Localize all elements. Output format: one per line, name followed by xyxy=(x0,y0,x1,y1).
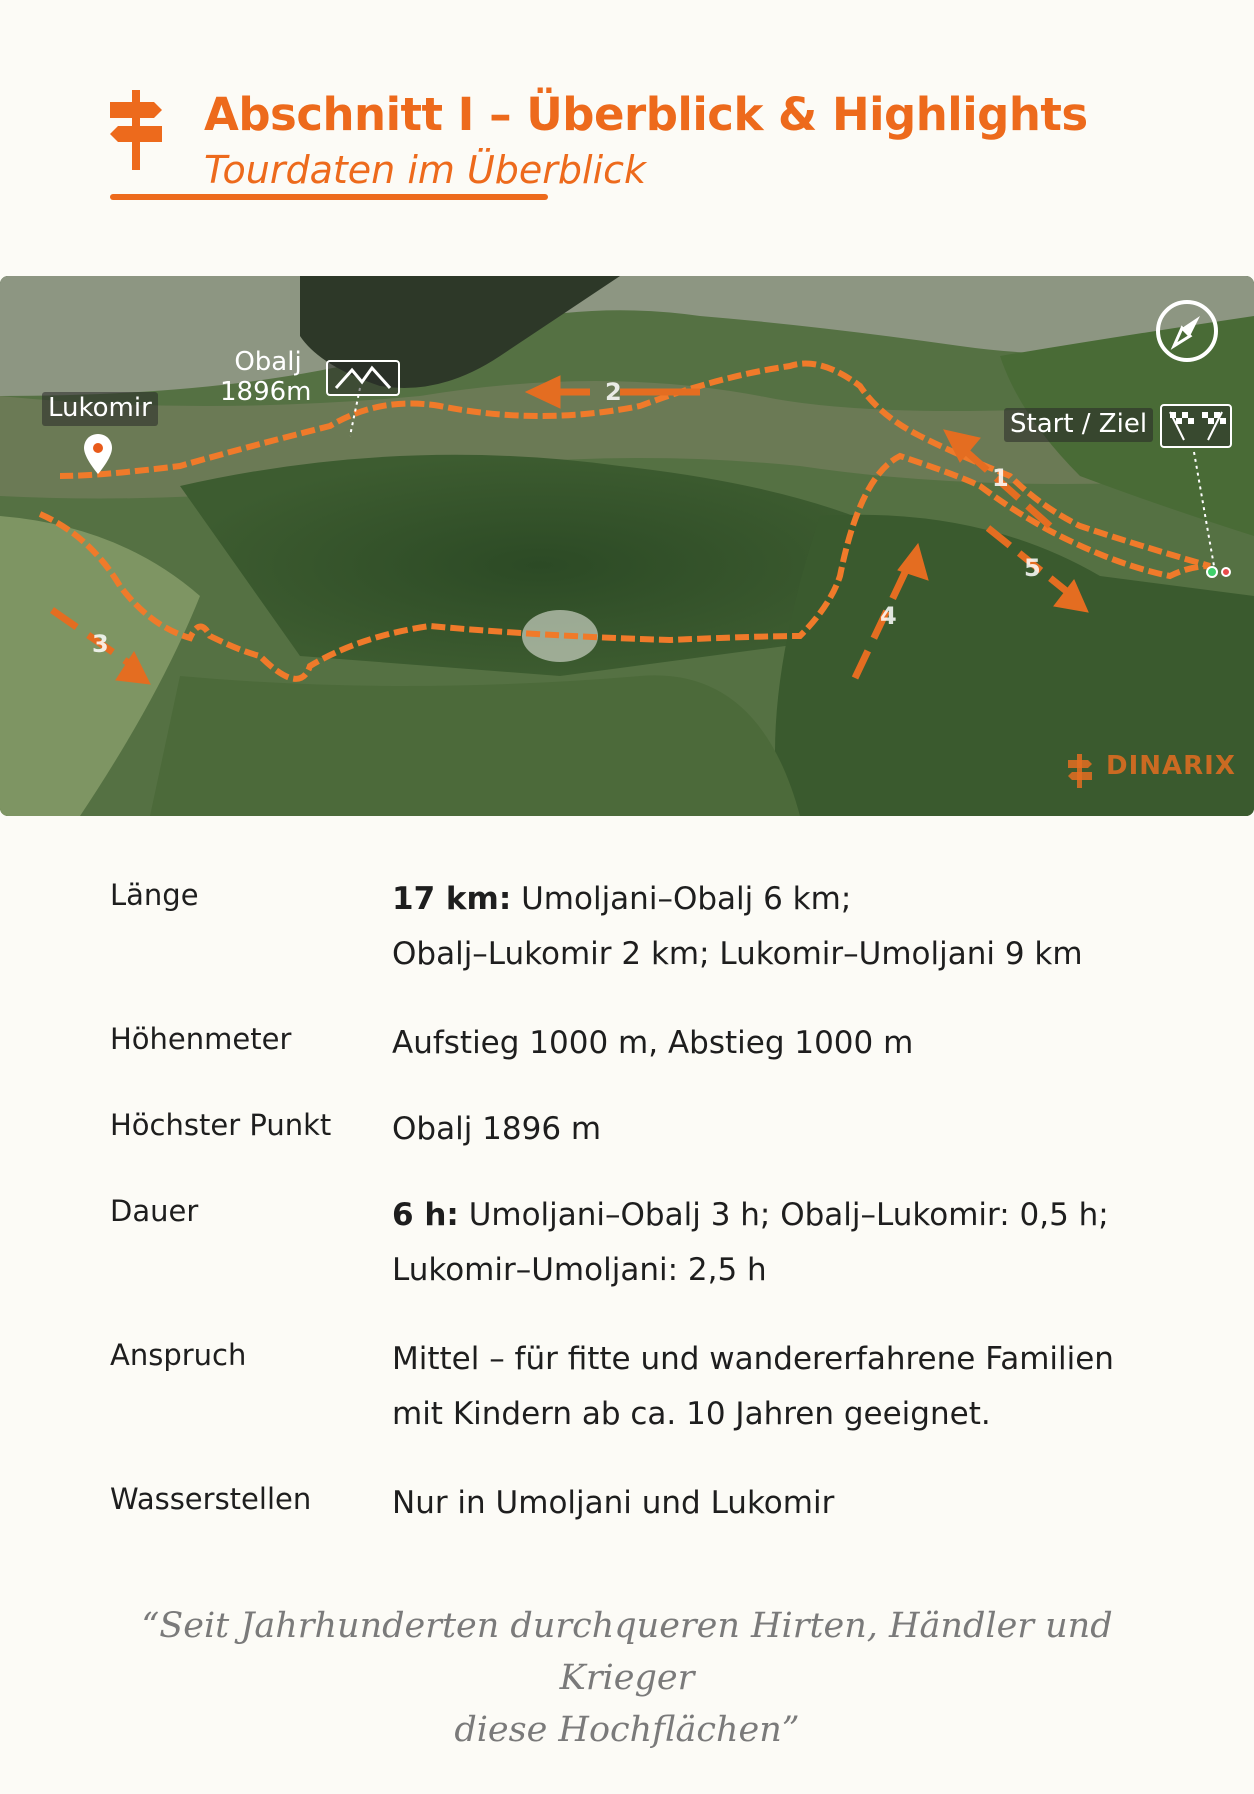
quote-line: diese Hochflächen” xyxy=(454,1710,800,1750)
route-map xyxy=(0,276,1254,816)
satellite-terrain xyxy=(0,276,1254,816)
map-label-obalj-height: 1896m xyxy=(220,377,312,407)
brand-logo-text: DINARIX xyxy=(1106,751,1236,781)
stage-number: 5 xyxy=(1024,554,1041,582)
signpost-icon xyxy=(108,90,164,170)
detail-value: Aufstieg 1000 m, Abstieg 1000 m xyxy=(392,1025,914,1061)
stage-number: 3 xyxy=(92,630,109,658)
map-label-lukomir: Lukomir xyxy=(42,392,158,426)
detail-value: Obalj 1896 m xyxy=(392,1111,602,1147)
page-header xyxy=(108,82,1168,212)
quote-line: “Seit Jahrhunderten durchqueren Hirten, Händler und Krieger xyxy=(141,1606,1113,1698)
stage-number: 2 xyxy=(605,378,622,406)
map-label-start-ziel: Start / Ziel xyxy=(1004,408,1153,442)
detail-label: Länge xyxy=(110,878,199,912)
detail-value: 6 h: Umoljani–Obalj 3 h; Obalj–Lukomir: 0,5 h; Lukomir–Umoljani: 2,5 h xyxy=(392,1197,1109,1288)
mountain-peak-icon xyxy=(326,360,400,396)
stage-number: 1 xyxy=(992,464,1009,492)
map-label-obalj: Obalj xyxy=(234,347,302,377)
closing-quote xyxy=(80,1600,1174,1756)
stage-number: 4 xyxy=(880,602,897,630)
page-title: Abschnitt I – Überblick & Highlights xyxy=(204,88,1088,141)
header-underline xyxy=(110,194,548,200)
detail-label: Höhenmeter xyxy=(110,1022,292,1056)
detail-value: Mittel – für fitte und wandererfahrene Familien mit Kindern ab ca. 10 Jahren geeignet. xyxy=(392,1341,1114,1432)
detail-value: Nur in Umoljani und Lukomir xyxy=(392,1485,835,1521)
page-subtitle: Tourdaten im Überblick xyxy=(204,148,647,192)
detail-label: Höchster Punkt xyxy=(110,1108,332,1142)
checkered-flags-icon xyxy=(1160,404,1232,448)
detail-label: Dauer xyxy=(110,1194,199,1228)
compass-icon xyxy=(1154,298,1220,364)
location-pin-icon xyxy=(82,432,114,476)
detail-label: Wasserstellen xyxy=(110,1482,312,1516)
detail-value: 17 km: Umoljani–Obalj 6 km; Obalj–Lukomir 2 km; Lukomir–Umoljani 9 km xyxy=(392,881,1083,972)
detail-label: Anspruch xyxy=(110,1338,247,1372)
brand-signpost-icon xyxy=(1066,754,1094,788)
